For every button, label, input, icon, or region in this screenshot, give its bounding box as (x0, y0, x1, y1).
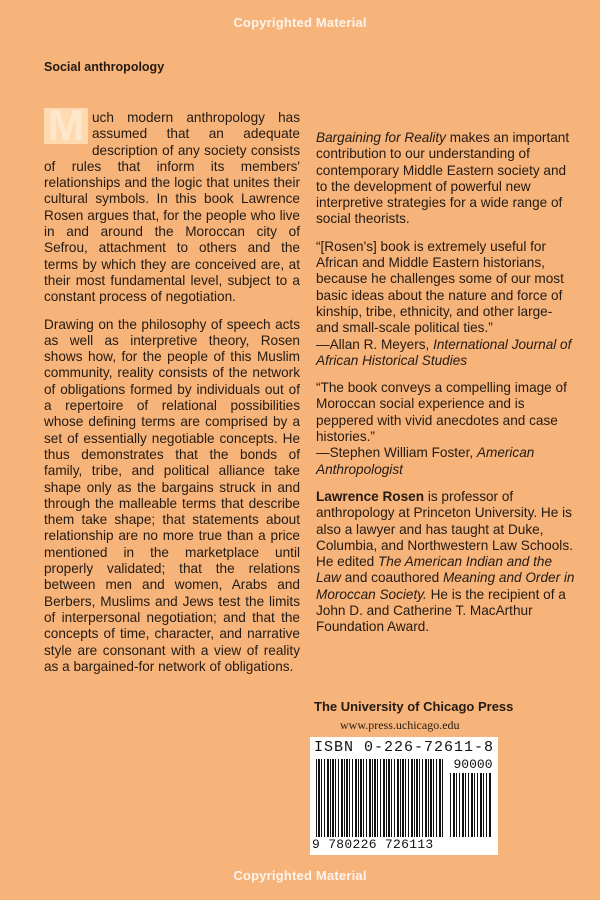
review-quote-2 (316, 380, 576, 478)
review-quote-2-text: “The book conveys a compelling image of Moroccan social experience and is peppered with vivid anecdotes and case histories.” (316, 380, 567, 445)
price-addon-label: 90000 (453, 757, 493, 772)
addon-barcode-icon (450, 773, 492, 837)
description-paragraph-1 (44, 101, 300, 306)
author-bio-text-a: is professor of anthropology at Princeton University. He is also a lawyer and has taught at Duke, Columbia, and Northwestern Law Schools. He edited (316, 488, 573, 570)
book-title: Bargaining for Reality (316, 130, 446, 145)
dropcap-letter: M (44, 108, 88, 144)
barcode-icon (316, 759, 444, 837)
review-quote-1-source: International Journal of African Historical Studies (316, 336, 572, 368)
summary-paragraph (316, 130, 576, 228)
description-paragraph-2: Drawing on the philosophy of speech acts as well as interpretive theory, Rosen shows how, for the people of this Muslim community, reality consists of the network of obligations formed by individuals out of a repertoire of relational possibilities whose defining terms are comprised by a set of essentially negotiable concepts. He thus demonstrates that the bonds of family, tribe, and political alliance take shape only as the bargains struck in and through the malleable terms that describe them take shape; that statements about relationship are no more true than a price mentioned in the marketplace until properly validated; that the relations between men and women, Arabs and Berbers, Muslims and Jews test the limits of interpersonal negotiation; and that the concepts of time, character, and narrative style are consonant with a view of reality as a bargained-for network of obligations. (44, 316, 300, 674)
review-quote-1-author: —Allan R. Meyers, (316, 336, 434, 352)
author-bio-text-c: He is the recipient of a John D. and Catherine T. MacArthur Foundation Award. (316, 586, 566, 635)
review-quote-2-author: —Stephen William Foster, (316, 445, 477, 461)
description-paragraph-1-text: uch modern anthropology has assumed that an adequate description of any society consists of rules that inform its members' relationships and the logic that unites their cultural symbols. In this book Lawrence Rosen argues that, for the people who live in and around the Moroccan city of Sefrou, attachment to others and the terms by which they are conceived are, at their most fundamental level, subject to a constant process of negotiation. (44, 110, 300, 305)
review-quote-1-text: “[Rosen's] book is extremely useful for African and Middle Eastern historians, because he challenges some of our most basic ideas about the nature and force of kinship, tribe, ethnicity, and other large- and small-scale political ties.” (316, 238, 564, 336)
author-book-2: Meaning and Order in Moroccan Society. (316, 570, 575, 602)
description-column (44, 101, 300, 686)
barcode-panel (310, 737, 498, 855)
summary-text: makes an important contribution to our understanding of contemporary Middle Eastern society and to the development of powerful new interpretive strategies for a wide range of social theorists. (316, 130, 570, 227)
author-bio (316, 489, 576, 636)
reviews-column (316, 130, 576, 647)
ean-number: 9 780226 726113 (312, 837, 434, 852)
review-quote-1 (316, 239, 576, 369)
author-book-1: The American Indian and the Law (316, 554, 553, 586)
category-label: Social anthropology (44, 60, 165, 74)
isbn-label: ISBN 0-226-72611-8 (313, 739, 495, 756)
publisher-url: www.press.uchicago.edu (340, 718, 460, 732)
publisher-name: The University of Chicago Press (314, 699, 514, 714)
watermark-top: Copyrighted Material (233, 15, 367, 30)
author-name: Lawrence Rosen (316, 488, 425, 504)
watermark-bottom: Copyrighted Material (233, 868, 367, 883)
review-quote-2-source: American Anthropologist (316, 445, 535, 477)
author-bio-text-b: and coauthored (340, 570, 443, 586)
